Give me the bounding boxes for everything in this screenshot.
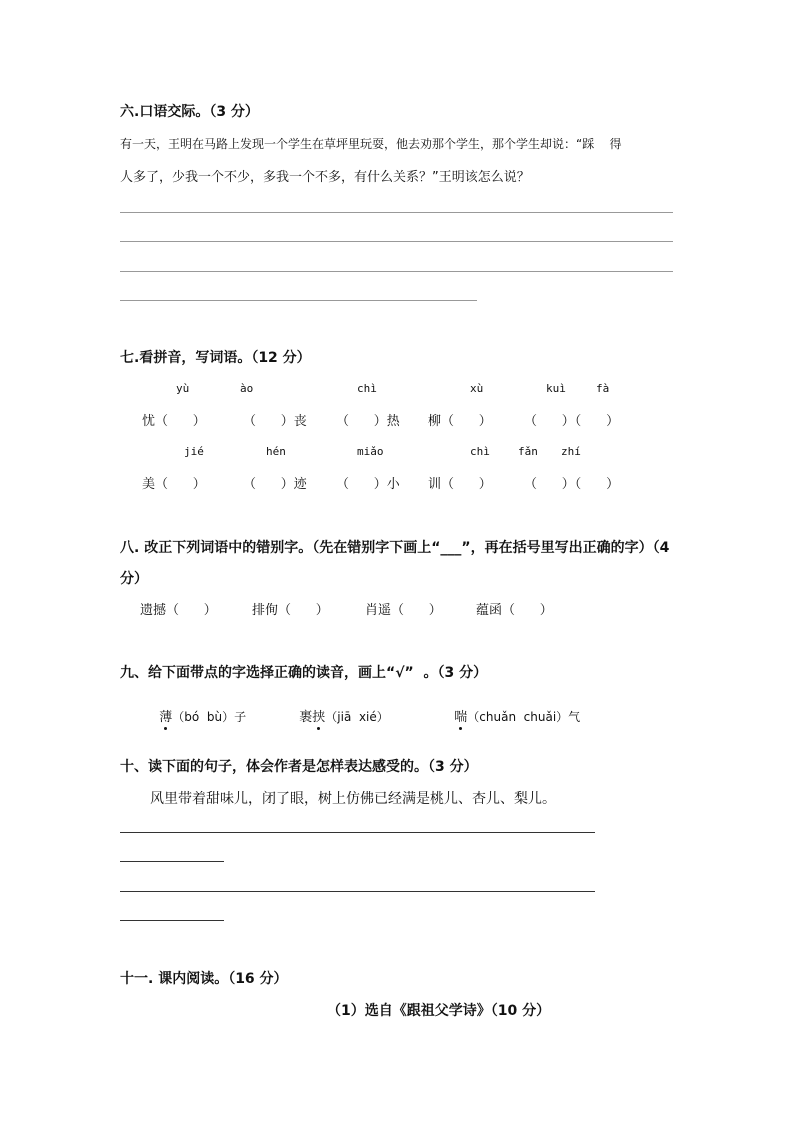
answer-line[interactable] — [120, 300, 477, 301]
word-blank[interactable]: 美（ ） — [142, 477, 206, 492]
section-8-title-cont: 分） — [120, 571, 148, 587]
correction-item[interactable]: 蕴函（ ） — [476, 603, 553, 618]
pinyin: miǎo — [357, 445, 384, 458]
char: 裹 — [299, 710, 313, 725]
pinyin: yù — [176, 382, 190, 395]
pinyin: jié — [184, 445, 204, 458]
section-11-subtitle: （1）选自《跟祖父学诗》（10 分） — [327, 1003, 551, 1019]
section-8-title: 八. 改正下列词语中的错别字。（先在错别字下画上“___”，再在括号里写出正确的字）（4 — [120, 540, 670, 556]
section-11-title: 十一. 课内阅读。（16 分） — [120, 971, 288, 987]
pinyin: hén — [266, 445, 286, 458]
answer-line[interactable] — [120, 241, 673, 242]
word-blank[interactable]: （ ）迹 — [243, 477, 307, 492]
pinyin: zhí — [561, 445, 581, 458]
correction-item[interactable]: 排侚（ ） — [252, 603, 329, 618]
section-7-title: 七.看拼音，写词语。（12 分） — [120, 350, 311, 366]
answer-line[interactable] — [120, 861, 224, 862]
word-blank[interactable]: （ ）小 — [336, 477, 400, 492]
answer-line[interactable] — [120, 212, 673, 213]
word-blank[interactable]: 训（ ） — [428, 477, 492, 492]
pinyin: fǎn — [518, 445, 538, 458]
answer-line[interactable] — [120, 832, 595, 833]
answer-line[interactable] — [120, 891, 595, 892]
word-blank[interactable]: 柳（ ） — [428, 414, 492, 429]
word-blank[interactable]: （ ）热 — [336, 414, 400, 429]
dotted-char: 薄 — [159, 710, 173, 725]
pinyin: chì — [470, 445, 490, 458]
section-10-title: 十、读下面的句子，体会作者是怎样表达感受的。（3 分） — [120, 759, 478, 775]
word-blank[interactable]: 忧（ ） — [142, 414, 206, 429]
answer-line[interactable] — [120, 920, 224, 921]
pinyin: ào — [240, 382, 254, 395]
reading-item-2[interactable] — [291, 691, 389, 725]
reading-item-1[interactable] — [151, 691, 246, 725]
reading-item-3[interactable] — [446, 691, 580, 725]
pinyin: kuì — [546, 382, 566, 395]
reading-options: （bó bù）子 — [172, 710, 247, 724]
reading-options: （chuǎn chuǎi）气 — [467, 710, 581, 724]
correction-item[interactable]: 遗撼（ ） — [140, 603, 217, 618]
word-blank[interactable]: （ ）（ ） — [524, 414, 620, 429]
section-6-prompt-line1: 有一天，王明在马路上发现一个学生在草坪里玩耍，他去劝那个学生，那个学生却说：“踩 得 — [120, 137, 622, 151]
dotted-char: 挟 — [312, 710, 326, 725]
answer-line[interactable] — [120, 271, 673, 272]
pinyin: fà — [596, 382, 610, 395]
section-6-title: 六.口语交际。（3 分） — [120, 104, 259, 120]
section-9-title: 九、给下面带点的字选择正确的读音，画上“√” 。（3 分） — [120, 665, 488, 681]
correction-item[interactable]: 肖遥（ ） — [365, 603, 442, 618]
dotted-char: 喘 — [454, 710, 468, 725]
section-6-prompt-line2: 人多了，少我一个不少，多我一个不多，有什么关系？”王明该怎么说？ — [120, 170, 530, 185]
word-blank[interactable]: （ ）（ ） — [524, 477, 620, 492]
section-10-sentence: 风里带着甜味儿，闭了眼，树上仿佛已经满是桃儿、杏儿、梨儿。 — [150, 791, 556, 807]
pinyin: chì — [357, 382, 377, 395]
reading-options: （jiā xié） — [325, 710, 389, 724]
word-blank[interactable]: （ ）丧 — [243, 414, 307, 429]
pinyin: xù — [470, 382, 484, 395]
